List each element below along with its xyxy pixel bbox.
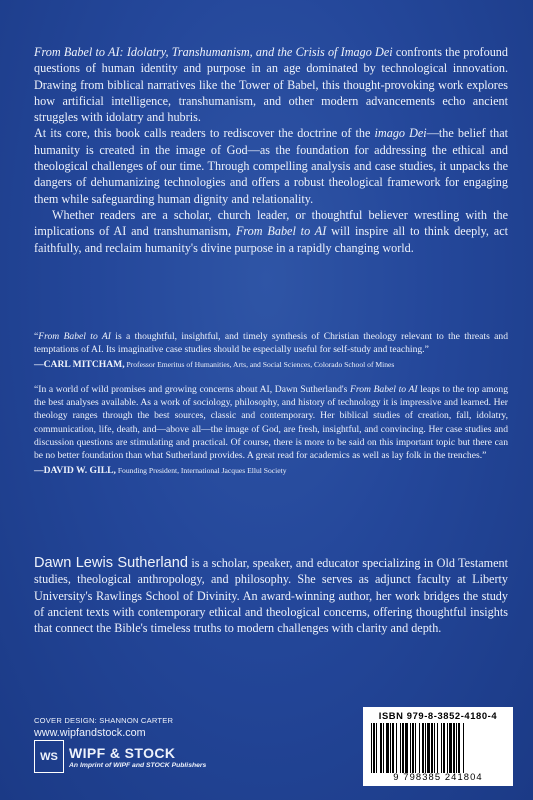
endorsement-gill: “In a world of wild promises and growing concerns about AI, Dawn Sutherland's From Babel to AI leaps to the top among the best analyses available. As a work of sociology, philosophy, and history of technology it is impressive and learned. Her theology ranges through the best sources, classic and contemporary. Her biblical studies of creation, fall, idolatry, communication, life, death, and—above all—the image of God, are fresh, insightful, and convincing. Her case studies and discussion questions are stimulating and practical. Of course, there is more to be said on this important topic but there can be no better foundation than what Sutherland provides. A great read for academics as well as lay folk in the trenches.” —DAVID W. GILL, Founding President, International Jacques Ellul Society xyxy=(34,383,508,476)
isbn-barcode xyxy=(363,707,513,786)
endorsement-mitcham: “From Babel to AI is a thoughtful, insightful, and timely synthesis of Christian theology relevant to the threats and temptations of AI. Its imaginative case studies should be especially useful for self-study and teaching.” —CARL MITCHAM, Professor Emeritus of Humanities, Arts, and Social Sciences, Colorado School of Mines xyxy=(34,331,508,370)
blurb-paragraph-2: At its core, this book calls readers to rediscover the doctrine of the imago Dei—the belief that humanity is created in the image of God—as the foundation for addressing the ethical and theological challenges of our time. Through compelling analysis and case studies, it unpacks the dangers of dehumanizing technologies and offers a robust theological framework for engaging them while safeguarding human dignity and relationality. xyxy=(34,126,508,206)
endorsement-attribution: —CARL MITCHAM, Professor Emeritus of Humanities, Arts, and Social Sciences, Colorado School of Mines xyxy=(34,358,395,370)
back-cover-blurb xyxy=(34,44,508,256)
barcode-digits: 9 798385 241804 xyxy=(393,771,483,782)
cover-credits xyxy=(34,716,173,739)
publisher-url: www.wipfandstock.com xyxy=(34,727,146,739)
endorsement-attribution: —DAVID W. GILL, Founding President, International Jacques Ellul Society xyxy=(34,464,287,476)
blurb-paragraph-3: Whether readers are a scholar, church leader, or thoughtful believer wrestling with the implications of AI and transhumanism, From Babel to AI will inspire all to think deeply, act faithfully, and reclaim humanity's divine purpose in a rapidly changing world. xyxy=(34,207,508,255)
author-bio: Dawn Lewis Sutherland is a scholar, speaker, and educator specializing in Old Testament studies, theological anthropology, and philosophy. She serves as adjunct faculty at Liberty University's Rawlings School of Divinity. An award-winning author, her work bridges the study of ancient texts with contemporary ethical and theological concerns, offering thoughtful insights that connect the Bible's timeless truths to modern challenges with clarity and depth. xyxy=(34,555,508,636)
publisher-block xyxy=(34,740,206,773)
publisher-name: WIPF & STOCK xyxy=(69,744,176,761)
endorsements xyxy=(34,330,508,489)
publisher-logo-icon: WS xyxy=(34,740,64,773)
author-name: Dawn Lewis Sutherland xyxy=(34,555,188,571)
isbn-label: ISBN 979-8-3852-4180-4 xyxy=(378,710,498,721)
barcode-icon xyxy=(369,723,507,773)
cover-design-credit: COVER DESIGN: SHANNON CARTER xyxy=(34,716,174,725)
blurb-paragraph-1: From Babel to AI: Idolatry, Transhumanism, and the Crisis of Imago Dei confronts the profound questions of human identity and purpose in an age dominated by technological innovation. Drawing from biblical narratives like the Tower of Babel, this thought-provoking work explores how artificial intelligence, transhumanism, and other modern advancements echo ancient struggles with idolatry and hubris. xyxy=(34,45,508,125)
book-title-italic: From Babel to AI: Idolatry, Transhumanism, and the Crisis of Imago Dei xyxy=(34,45,393,59)
publisher-imprint: An Imprint of WIPF and STOCK Publishers xyxy=(69,761,207,769)
